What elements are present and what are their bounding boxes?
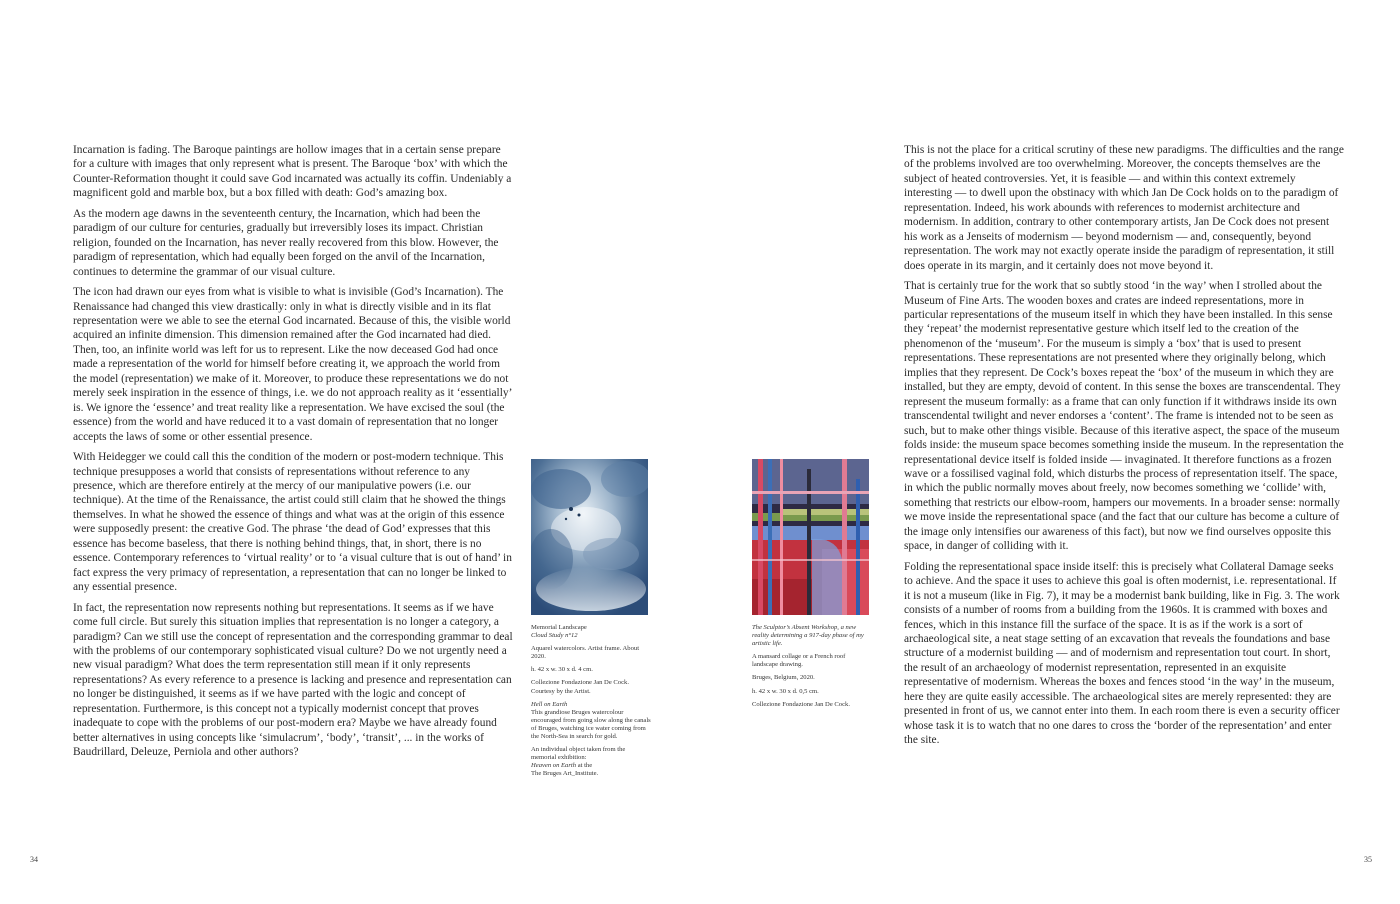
figure1-title: Memorial Landscape [531, 624, 587, 631]
figure1-dimensions: h. 42 x w. 30 x d. 4 cm. [531, 666, 593, 674]
figure2-place: Bruges, Belgium, 2020. [752, 674, 815, 682]
figure1-exhibition-intro: An individual object taken from the memorial exhibition: [531, 746, 626, 762]
left-text-column [73, 143, 513, 766]
cloud-study-watercolor-image [531, 459, 648, 615]
paragraph: As the modern age dawns in the seventeenth century, the Incarnation, which had been the paradigm of our culture for centuries, gradually but irreversibly loses its impact. Christian religion, founded on the Incarnation, has never really recovered from this blow. However, the paradigm of representation, which had equally been forged on the anvil of the Incarnation, continues to determine the grammar of our visual culture. [73, 207, 499, 278]
figure2-caption [752, 624, 872, 709]
figure1-exhibition-venue: The Bruges Art_Institute. [531, 770, 599, 778]
paragraph: With Heidegger we could call this the condition of the modern or post-modern technique. This technique presupposes a world that consists of representations without reference to any presence, which are therefore entirely at the mercy of our manipulative powers (i.e. our technique). At the time of the Renaissance, the artist could still claim that he showed the things themselves. In what he showed the essence of things and what was at the origin of this essence were supposedly present: the creative God. The phrase ‘the dead of God’ expresses that this essence has become baseless, that there is nothing behind things, that, in short, there is no essence. Contemporary references to ‘virtual reality’ or to ‘a visual culture that is out of hand’ in fact express the very primacy of representation, a representation that can no longer be linked to any essential presence. [73, 451, 512, 594]
figure1-medium: Aquarel watercolors. Artist frame. About 2020. [531, 645, 640, 661]
page-number-right: 35 [1364, 855, 1372, 864]
paragraph: Folding the representational space inside itself: this is precisely what Collateral Damage seeks to achieve. And the space it uses to achieve this goal is often modernist, i.e. representational. If it is not a museum (like in Fig. 7), it may be a modernist bank building, like in Fig. 3. The work consists of a number of rooms from a building from the 1960s. It is crammed with boxes and fences, which in this instance fill the surface of the space. It is as if the work is a sort of archaeological site, a neat stage setting of an excavation that reveals the foundations and base structure of a modernist building — and of modernism and representation tout court. In short, the result of an archaeology of modernist representation, represented in an exquisite representative of modernism. Whereas the boxes and fences stood ‘in the way’ in the museum, here they are quite easily accessible. The archaeological sites are merely represented: they are presented in front of us, we cannot enter into them. In each room there is even a security officer whose task it is to watch that no one dares to cross the ‘border of the representation’ and enter the site. [904, 560, 1340, 747]
figure1-exhibition-suffix: at the [576, 762, 593, 770]
page-number-left: 34 [30, 855, 38, 864]
paragraph: That is certainly true for the work that so subtly stood ‘in the way’ when I strolled about the Museum of Fine Arts. The wooden boxes and crates are indeed representations, more in particular representations of the museum itself in which they have been installed. In this sense they ‘repeat’ the modernist representative gesture which itself led to the creation of the phenomenon of the ‘museum’. For the museum is simply a ‘box’ that is used to present representations. These representations are not presented where they originally belong, which implies that they represent. De Cock’s boxes repeat the ‘box’ of the museum in which they are installed, but they are empty, devoid of content. In this sense the boxes are transcendental. They represent the museum formally: as a frame that can only function if it withdraws inside its own transcendental twilight and never endorses a ‘content’. The frame is intended not to be seen as such, but to make other things visible. Because of this iterative aspect, the space of the museum folds inside: the museum space becomes something inside the museum. In the representation the representational device itself is folded inside — invaginated. It therefore functions as a frozen wave or a fossilised vaginal fold, which disturbs the process of representation itself. The space, in which the public normally moves about freely, now becomes something we ‘collide’ with, something that restricts our elbow-room, hampers our movements. In a broader sense: normally we move inside the representational space (and the fact that our culture has become a culture of the image only intensifies our awareness of this fact), but now we find ourselves opposite this space, in danger of colliding with it. [904, 280, 1344, 553]
figure2-medium: A mansard collage or a French roof landscape drawing. [752, 653, 846, 669]
figure2-dimensions: h. 42 x w. 30 x d. 0,5 cm. [752, 687, 819, 695]
figure1-caption [531, 624, 651, 779]
figure2-title: The Sculptor’s Absent Workshop, a new reality determining a 917-day phase of my artistic life. [752, 624, 864, 648]
figure1-note-text: This grandiose Bruges watercolour encouraged from going slow along the canals of Bruges, watching ice water coming from the North-Sea in search for gold. [531, 708, 651, 741]
paragraph: In fact, the representation now represents nothing but representations. It seems as if we have come full circle. But surely this situation implies that representation is no longer a category, a paradigm? Can we still use the concept of representation and the corresponding grammar to deal with the problems of our contemporary sophisticated visual culture? Do we not urgently need a new visual paradigm? What does the term representation still mean if it only represents representations? As every reference to a presence is lacking and presence and representation can no longer be distinguished, it seems as if we have parted with the logic and concept of representation. Furthermore, is this concept not a typically modernist concept that proves inadequate to cope with the problems of our post-modern era? Maybe we have already found better alternatives in using concepts like ‘simulacrum’, ‘body’, ‘transit’, ... in the works of Baudrillard, Deleuze, Perniola and other authors? [73, 601, 513, 759]
paragraph: Incarnation is fading. The Baroque paintings are hollow images that in a certain sense prepare for a culture with images that only represent what is present. The Baroque ‘box’ with which the Counter-Reformation thought it could save God incarnated was actually its coffin. Undeniably a magnificent gold and marble box, but a box filled with death: God’s amazing box. [73, 144, 512, 200]
figure1-subtitle: Cloud Study n°12 [531, 632, 578, 640]
figure1-note-title: Hell on Earth [531, 700, 568, 708]
paragraph: The icon had drawn our eyes from what is visible to what is invisible (God’s Incarnation). The Renaissance had changed this view drastically: only in what is directly visible and in its flat representation were we able to see the eternal God incarnated. Because of this, the visible world acquired an infinite dimension. This dimension remained after the God incarnated had died. Then, too, an infinite world was left for us to represent. Like the now deceased God had once made a representation of the world for himself before creating it, we approach the world from the model (representation) we make of it. Moreover, to produce these representations we do not merely seek inspiration in the essence of things, i.e. we do not approach reality as it ‘essentially’ is. We ignore the ‘essence’ and treat reality like a representation. We have excised the soul (the essence) from the world and have reduced it to a vast domain of representation that no longer accepts the laws of some or other essential presence. [73, 286, 512, 443]
right-text-column [904, 143, 1344, 754]
sculptors-absent-workshop-collage-image [752, 459, 869, 615]
paragraph: This is not the place for a critical scrutiny of these new paradigms. The difficulties and the range of the problems involved are too overwhelming. Moreover, the concepts themselves are the subject of heated controversies. Yet, it is feasible — and within this context extremely interesting — to dwell upon the obstinacy with which Jan De Cock holds on to the paradigm of representation. Indeed, his work abounds with references to modernist architecture and modernism. In addition, contrary to other contemporary artists, Jan De Cock does not present his work as a Jenseits of modernism — beyond modernism — and, consequently, beyond representation. The work may not exactly operate inside the paradigm of representation, it still does operate in its margin, and it certainly does not move beyond it. [904, 144, 1344, 272]
figure1-collection: Collezione Fondazione Jan De Cock. Courtesy by the Artist. [531, 679, 629, 695]
figure1-exhibition-title: Heaven on Earth [531, 762, 577, 770]
figure2-collection: Collezione Fondazione Jan De Cock. [752, 700, 850, 708]
